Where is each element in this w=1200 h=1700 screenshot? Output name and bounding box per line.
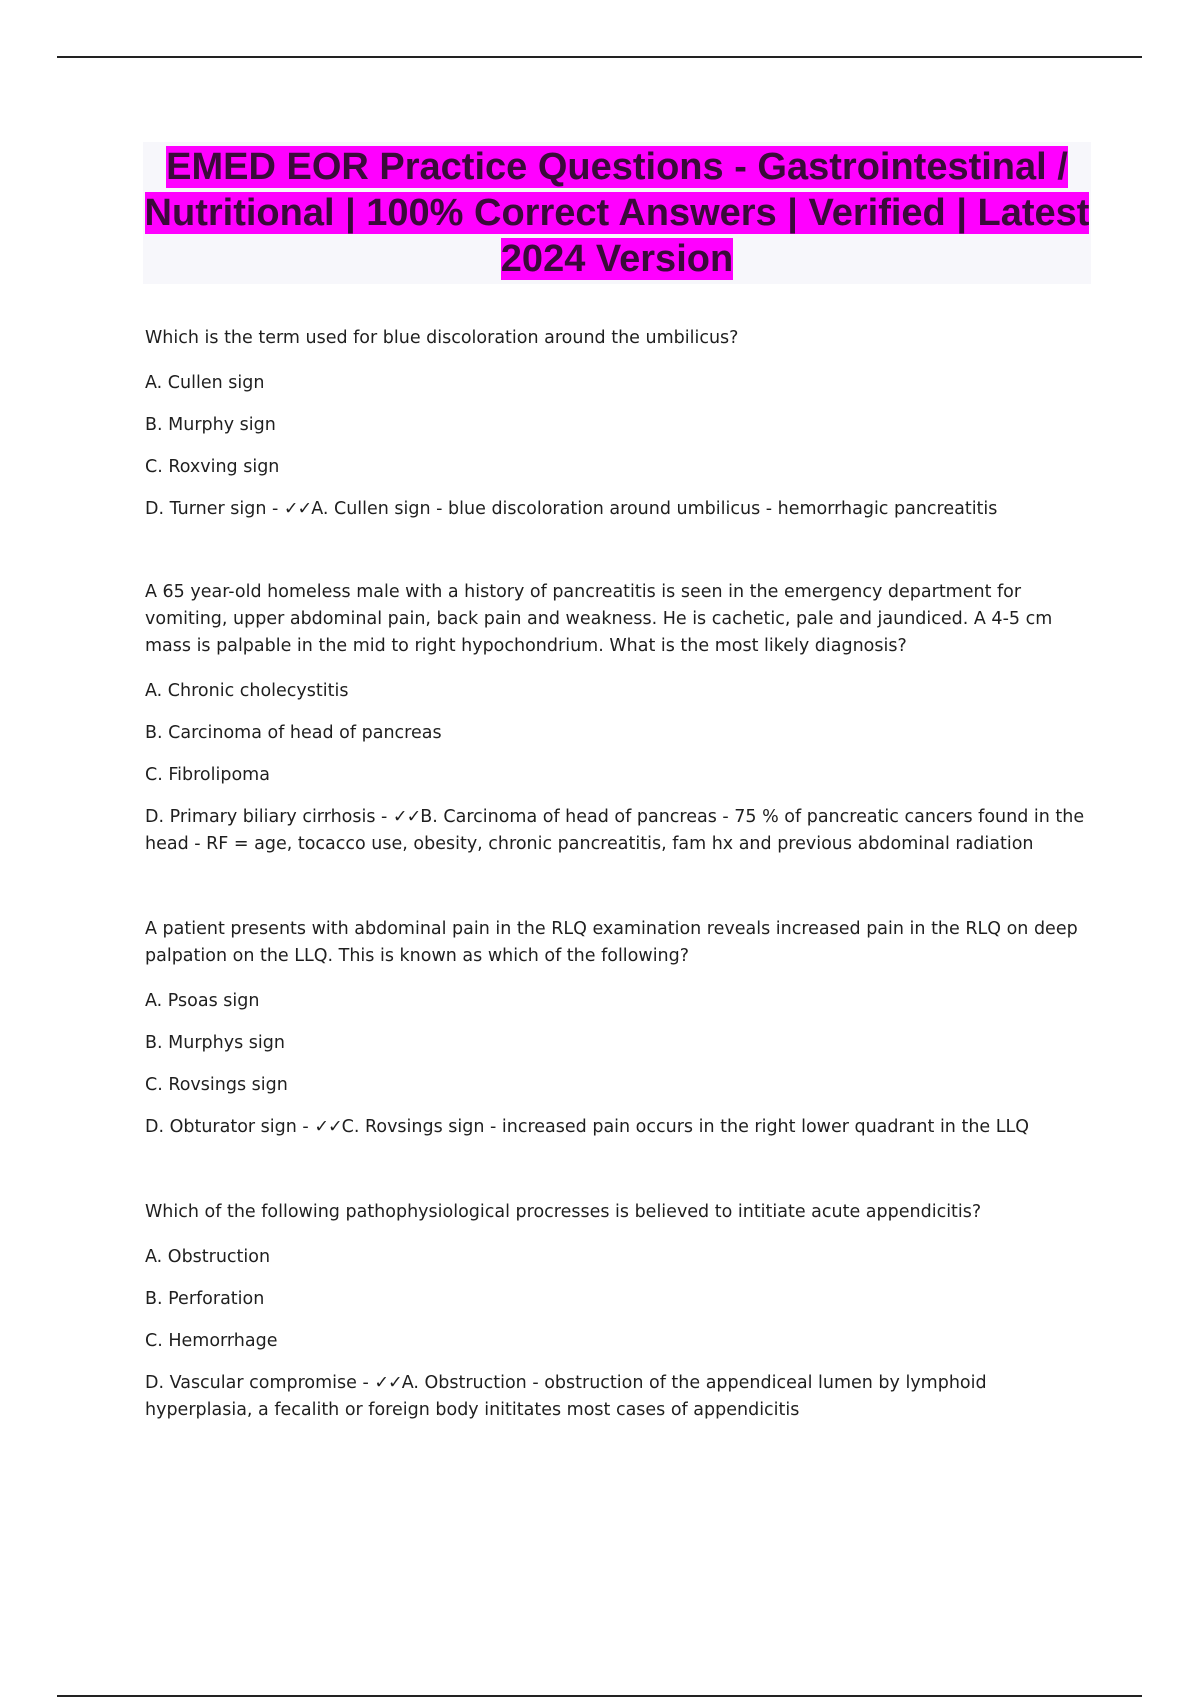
- option-a: A. Chronic cholecystitis: [145, 681, 349, 701]
- bottom-rule: [57, 1695, 1142, 1697]
- option-b: B. Murphy sign: [145, 415, 276, 435]
- question-stem: Which of the following pathophysiological procresses is believed to intitiate acute appendicitis?: [145, 1202, 982, 1222]
- top-rule: [57, 56, 1142, 58]
- question-stem: A 65 year-old homeless male with a history of pancreatitis is seen in the emergency department for vomiting, upper abdominal pain, back pain and weakness. He is cachetic, pale and jaundiced. A 4-5 cm mass is palpable in the mid to right hypochondrium. What is the most likely diagnosis?: [145, 582, 1053, 656]
- option-d: D. Vascular compromise -: [145, 1373, 375, 1393]
- option-c: C. Fibrolipoma: [145, 765, 270, 785]
- option-d-with-answer: [145, 1370, 1095, 1424]
- checkmark-icon: ✓✓: [392, 807, 421, 827]
- answer-text: A. Obstruction - obstruction of the appendiceal lumen by lymphoid hyperplasia, a fecalith or foreign body inititates most cases of appendicitis: [145, 1373, 987, 1420]
- option-c: C. Rovsings sign: [145, 1075, 288, 1095]
- title-banner: [143, 142, 1091, 284]
- option-c: C. Hemorrhage: [145, 1331, 278, 1351]
- option-b: B. Carcinoma of head of pancreas: [145, 723, 442, 743]
- question-list: [145, 325, 1095, 1484]
- question-block: [145, 1199, 1095, 1424]
- option-a: A. Cullen sign: [145, 373, 265, 393]
- option-a: A. Obstruction: [145, 1247, 271, 1267]
- checkmark-icon: ✓✓: [314, 1117, 342, 1137]
- option-b: B. Perforation: [145, 1289, 265, 1309]
- option-d: D. Primary biliary cirrhosis -: [145, 807, 393, 827]
- checkmark-icon: ✓✓: [283, 499, 312, 519]
- option-d: D. Obturator sign -: [145, 1117, 315, 1137]
- answer-text: C. Rovsings sign - increased pain occurs in the right lower quadrant in the LLQ: [341, 1117, 1030, 1137]
- page-title: EMED EOR Practice Questions - Gastrointestinal / Nutritional | 100% Correct Answers | Verified | Latest 2024 Version: [144, 146, 1090, 280]
- option-d: D. Turner sign -: [145, 499, 284, 519]
- answer-text: A. Cullen sign - blue discoloration around umbilicus - hemorrhagic pancreatitis: [311, 499, 998, 519]
- question-stem: Which is the term used for blue discoloration around the umbilicus?: [145, 328, 739, 348]
- option-d-with-answer: [145, 1114, 1095, 1141]
- question-block: [145, 916, 1095, 1141]
- option-d-with-answer: [145, 804, 1095, 858]
- option-d-with-answer: [145, 496, 1095, 523]
- answer-text: B. Carcinoma of head of pancreas - 75 % of pancreatic cancers found in the head - RF = age, tocacco use, obesity, chronic pancreatitis, fam hx and previous abdominal radiation: [145, 807, 1085, 854]
- option-a: A. Psoas sign: [145, 991, 260, 1011]
- option-b: B. Murphys sign: [145, 1033, 285, 1053]
- question-block: [145, 579, 1095, 858]
- question-stem: A patient presents with abdominal pain in the RLQ examination reveals increased pain in the RLQ on deep palpation on the LLQ. This is known as which of the following?: [145, 919, 1078, 966]
- checkmark-icon: ✓✓: [374, 1373, 402, 1393]
- option-c: C. Roxving sign: [145, 457, 280, 477]
- question-block: [145, 325, 1095, 523]
